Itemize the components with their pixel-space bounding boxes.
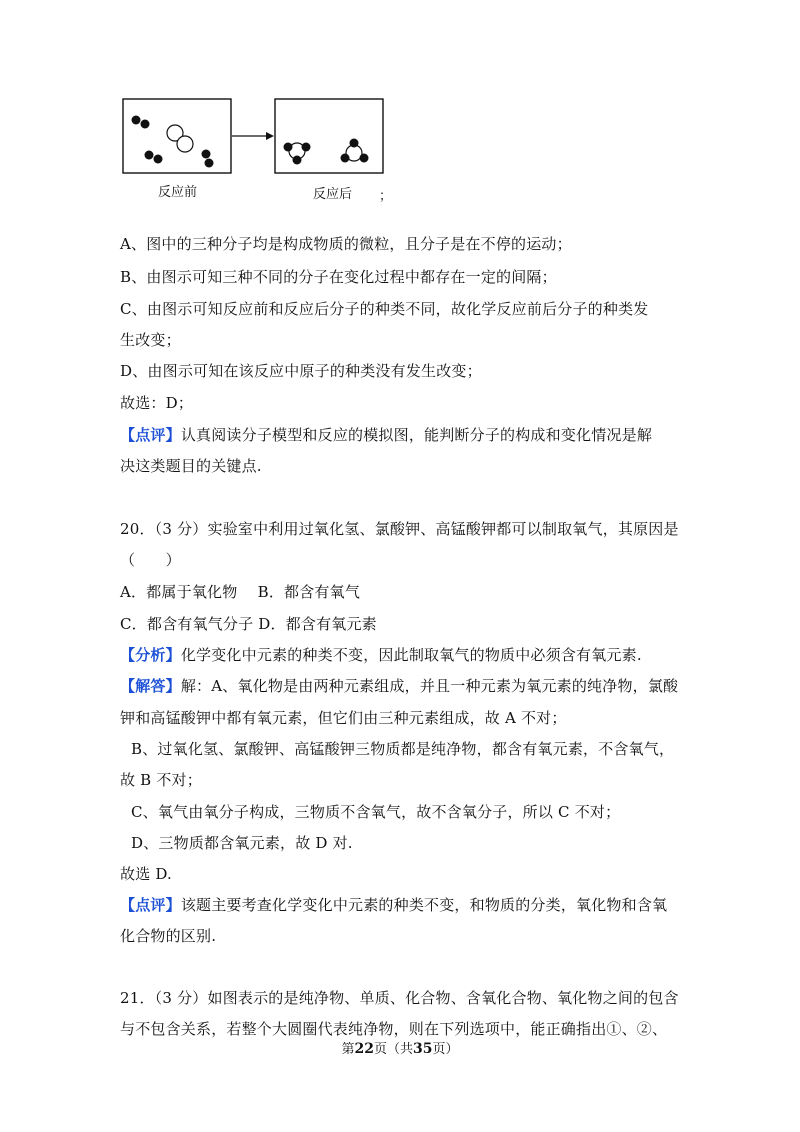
q19-option-a: A、图中的三种分子均是构成物质的微粒，且分子是在不停的运动； xyxy=(120,235,572,253)
molecule-before-4 xyxy=(202,150,214,168)
reaction-arrow xyxy=(232,132,274,140)
footer-mid: 页（共 xyxy=(373,1042,413,1057)
total-pages: 35 xyxy=(413,1041,433,1057)
answer-text: 解：A、氧化物是由两种元素组成，并且一种元素为氧元素的纯净物，氯酸 xyxy=(180,677,679,695)
review-text: 认真阅读分子模型和反应的模拟图，能判断分子的构成和变化情况是解 xyxy=(180,426,653,444)
review-tag: 【点评】 xyxy=(120,896,181,914)
molecule-before-3 xyxy=(145,151,163,164)
page-footer xyxy=(0,1040,800,1059)
current-page-number: 22 xyxy=(354,1041,374,1057)
q20-stem-line1: 20．（3 分）实验室中利用过氧化氢、氯酸钾、高锰酸钾都可以制取氧气，其原因是 xyxy=(120,520,679,538)
q21-stem-line1: 21．（3 分）如图表示的是纯净物、单质、化合物、含氧化合物、氧化物之间的包含 xyxy=(120,989,679,1007)
q20-choice: 故选 D. xyxy=(120,865,173,883)
q20-answer-line5: C、氧气由氧分子构成，三物质不含氧气，故不含氧分子，所以 C 不对； xyxy=(131,803,621,821)
q20-review-line2: 化合物的区别. xyxy=(120,927,217,945)
molecule-after-1 xyxy=(284,143,311,165)
q20-stem-line2: （ ） xyxy=(120,551,181,569)
q20-answer-line3: B、过氧化氢、氯酸钾、高锰酸钾三物质都是纯净物，都含有氧元素，不含氧气， xyxy=(131,740,675,758)
molecule-before-1 xyxy=(132,116,150,129)
after-box xyxy=(275,99,383,173)
reaction-diagram xyxy=(120,96,420,216)
analysis-tag: 【分析】 xyxy=(120,646,181,664)
review-tag: 【点评】 xyxy=(120,426,181,444)
q20-answer-line1 xyxy=(120,676,678,696)
q20-review-line1 xyxy=(120,895,667,915)
q19-option-c-line2: 生改变； xyxy=(120,331,181,349)
q19-option-b: B、由图示可知三种不同的分子在变化过程中都存在一定的间隔； xyxy=(120,268,557,286)
q20-options-cd: C．都含有氧气分子 D．都含有氧元素 xyxy=(120,615,377,633)
q20-analysis xyxy=(120,645,642,665)
answer-tag: 【解答】 xyxy=(120,677,181,695)
molecule-before-2 xyxy=(167,125,193,152)
q21-stem-line2: 与不包含关系，若整个大圆圈代表纯净物，则在下列选项中，能正确指出①、②、 xyxy=(120,1020,668,1038)
q20-answer-line6: D、三物质都含氧元素，故 D 对. xyxy=(131,834,353,852)
after-label: 反应后 xyxy=(313,187,353,202)
footer-suffix: 页） xyxy=(432,1042,459,1057)
q20-options-ab: A．都属于氧化物 B．都含有氧气 xyxy=(120,583,361,601)
q19-review-line1 xyxy=(120,425,652,445)
diagram-trailing-mark: ； xyxy=(379,189,393,204)
q20-answer-line2: 钾和高锰酸钾中都有氧元素，但它们由三种元素组成，故 A 不对； xyxy=(120,709,567,727)
q19-option-c-line1: C、由图示可知反应前和反应后分子的种类不同，故化学反应前后分子的种类发 xyxy=(120,300,649,318)
review-text: 该题主要考查化学变化中元素的种类不变，和物质的分类，氧化物和含氧 xyxy=(180,896,668,914)
molecule-after-2 xyxy=(341,139,369,163)
q19-option-d: D、由图示可知在该反应中原子的种类没有发生改变； xyxy=(120,362,482,380)
q20-answer-line4: 故 B 不对； xyxy=(120,771,202,789)
before-label: 反应前 xyxy=(158,185,198,200)
q19-review-line2: 决这类题目的关键点. xyxy=(120,457,262,475)
footer-prefix: 第 xyxy=(341,1042,355,1057)
analysis-text: 化学变化中元素的种类不变，因此制取氧气的物质中必须含有氧元素. xyxy=(180,646,642,664)
q19-choice: 故选：D； xyxy=(120,394,194,412)
